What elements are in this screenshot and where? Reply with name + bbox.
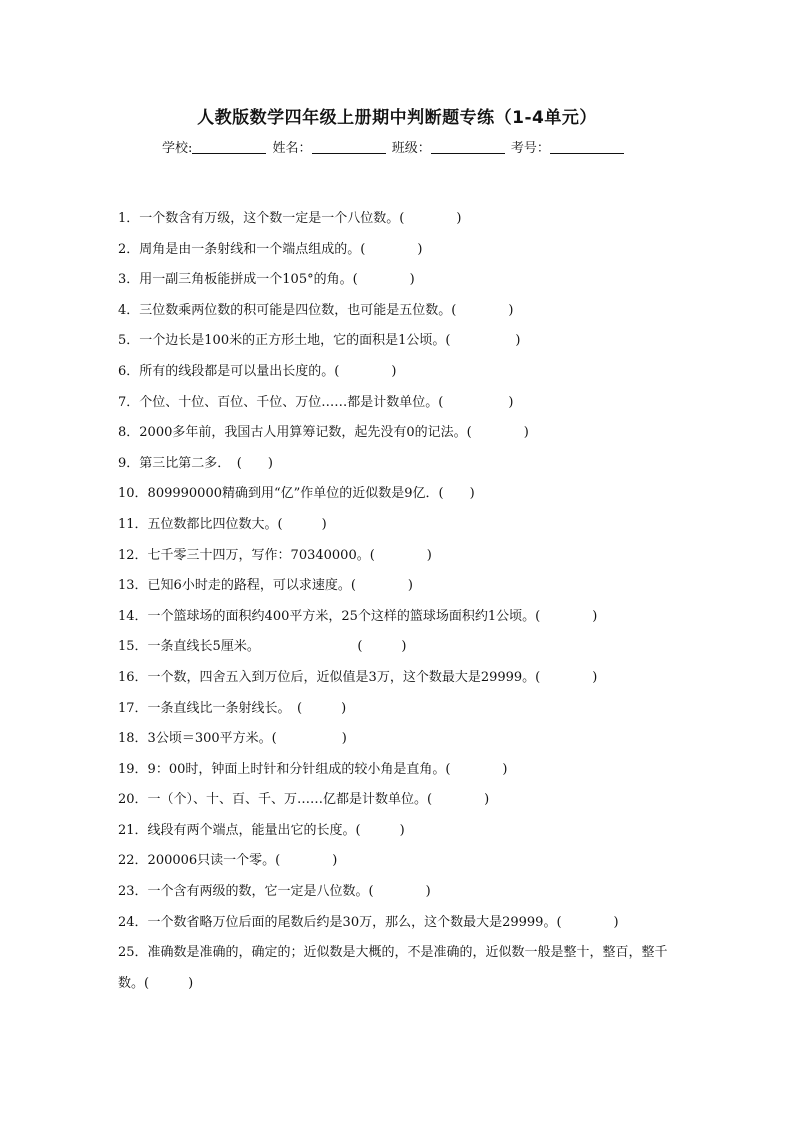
question-text: 所有的线段都是可以量出长度的。( ) [139, 363, 397, 379]
question-number: 14． [118, 608, 148, 624]
question-item [118, 265, 678, 296]
question-number: 21． [118, 822, 148, 838]
question-text: 五位数都比四位数大。( ) [147, 516, 327, 532]
question-text: 一条直线比一条射线长。 ( ) [147, 700, 347, 716]
question-text: 用一副三角板能拼成一个105°的角。( ) [139, 272, 415, 288]
question-text: 一（个）、十、百、千、万……亿都是计数单位。( ) [147, 792, 490, 808]
class-blank[interactable] [431, 139, 505, 154]
question-item [118, 602, 678, 633]
class-label: 班级： [391, 141, 431, 156]
question-item [118, 724, 678, 755]
name-label: 姓名： [272, 141, 312, 156]
question-item [118, 296, 678, 327]
question-item [118, 785, 678, 816]
question-number: 19． [118, 761, 148, 777]
question-text: 一条直线长5厘米。 ( ) [147, 639, 407, 655]
question-item [118, 938, 678, 999]
question-number: 1． [118, 211, 140, 226]
question-item [118, 877, 678, 908]
question-item [118, 326, 678, 357]
question-number: 12． [118, 547, 148, 563]
question-text: 第三比第二多． ( ) [139, 455, 273, 471]
question-number: 17． [118, 700, 148, 716]
question-text: 个位、十位、百位、千位、万位……都是计数单位。( ) [139, 394, 514, 410]
question-number: 23． [118, 884, 148, 900]
question-text: 准确数是准确的，确定的；近似数是大概的，不是准确的，近似数一般是整十，整百，整千数。( ) [118, 945, 668, 991]
question-number: 16． [118, 669, 148, 685]
question-number: 7． [118, 394, 140, 410]
page-title: 人教版数学四年级上册期中判断题专练（1-4单元） [197, 108, 597, 128]
question-item [118, 388, 678, 419]
question-number: 15． [118, 639, 148, 655]
question-number: 10． [118, 486, 148, 502]
question-item [118, 846, 678, 877]
question-text: 七千零三十四万，写作：70340000。( ) [147, 547, 432, 563]
question-text: 9：00时，钟面上时针和分针组成的较小角是直角。( ) [147, 761, 508, 777]
question-item [118, 510, 678, 541]
exam-number-blank[interactable] [550, 139, 624, 154]
question-text: 809990000精确到用“亿”作单位的近似数是9亿．( ) [147, 486, 475, 502]
question-item [118, 571, 678, 602]
question-number: 6． [118, 363, 140, 379]
question-number: 13． [118, 578, 148, 594]
question-item [118, 908, 678, 939]
question-number: 25． [118, 945, 148, 961]
student-info-row [162, 137, 662, 156]
question-text: 周角是由一条射线和一个端点组成的。( ) [139, 241, 423, 257]
question-item [118, 204, 678, 235]
question-number: 4． [118, 302, 140, 318]
question-item [118, 479, 678, 510]
question-number: 18． [118, 731, 148, 747]
question-number: 22． [118, 853, 148, 869]
question-item [118, 235, 678, 266]
question-text: 一个含有两级的数，它一定是八位数。( ) [147, 884, 431, 900]
question-text: 线段有两个端点，能量出它的长度。( ) [147, 822, 405, 838]
question-text: 一个篮球场的面积约400平方米，25个这样的篮球场面积约1公顷。( ) [147, 608, 598, 624]
question-text: 200006只读一个零。( ) [147, 853, 338, 869]
question-text: 一个数含有万级，这个数一定是一个八位数。( ) [139, 211, 462, 226]
question-item [118, 541, 678, 572]
question-text: 一个数，四舍五入到万位后，近似值是3万，这个数最大是29999。( ) [147, 669, 598, 685]
question-item [118, 449, 678, 480]
question-text: 已知6小时走的路程，可以求速度。( ) [147, 578, 413, 594]
question-item [118, 755, 678, 786]
question-item [118, 694, 678, 725]
question-text: 一个边长是100米的正方形土地，它的面积是1公顷。( ) [139, 333, 521, 349]
question-text: 3公顷＝300平方米。( ) [147, 731, 347, 747]
question-number: 9． [118, 455, 140, 471]
question-item [118, 816, 678, 847]
exam-number-label: 考号： [510, 141, 550, 156]
question-item [118, 632, 678, 663]
question-number: 8． [118, 425, 140, 441]
question-number: 24． [118, 914, 148, 930]
question-item [118, 357, 678, 388]
school-label: 学校: [162, 141, 193, 156]
question-text: 2000多年前，我国古人用算筹记数，起先没有0的记法。( ) [139, 425, 529, 441]
name-blank[interactable] [312, 139, 386, 154]
question-list [118, 204, 678, 999]
question-number: 3． [118, 272, 140, 288]
school-blank[interactable] [192, 139, 266, 154]
question-number: 2． [118, 241, 140, 257]
question-number: 5． [118, 333, 140, 349]
question-text: 一个数省略万位后面的尾数后约是30万，那么，这个数最大是29999。( ) [147, 914, 619, 930]
question-text: 三位数乘两位数的积可能是四位数，也可能是五位数。( ) [139, 302, 514, 318]
question-number: 20． [118, 792, 148, 808]
question-item [118, 663, 678, 694]
question-number: 11． [118, 516, 148, 532]
question-item [118, 418, 678, 449]
